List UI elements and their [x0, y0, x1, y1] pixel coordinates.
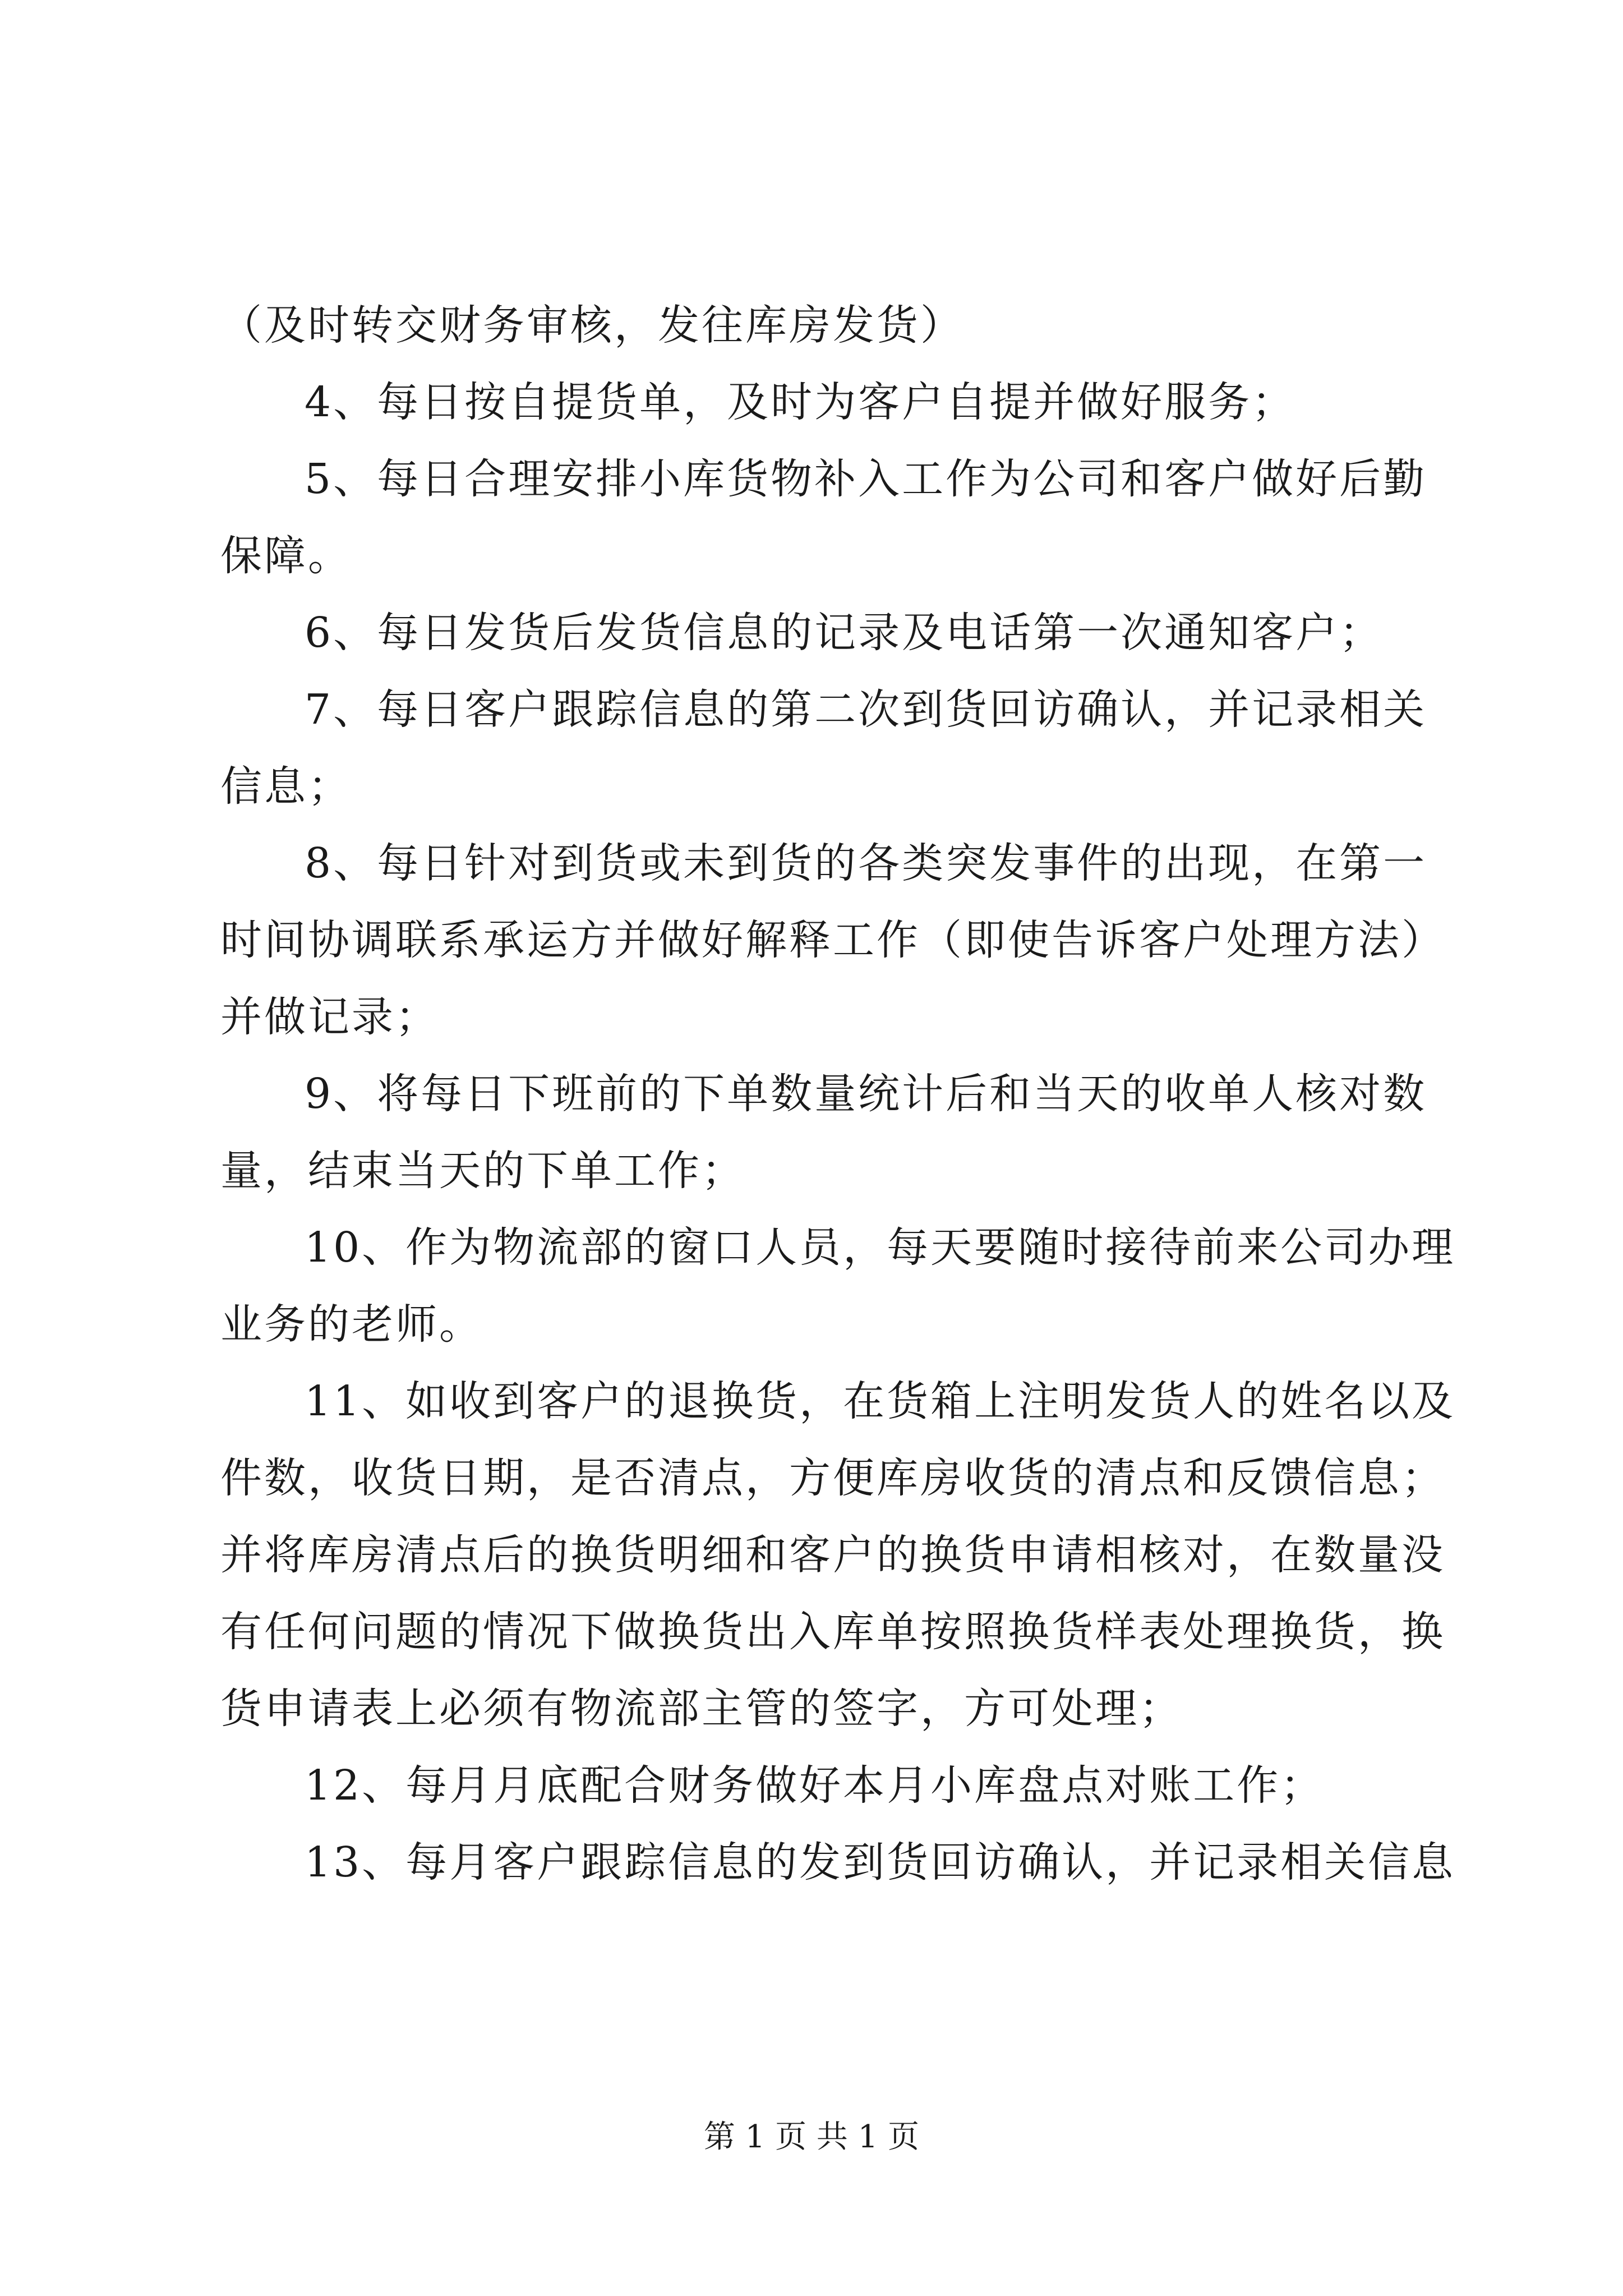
text-line: 4、每日按自提货单，及时为客户自提并做好服务； — [305, 378, 1296, 426]
text-line: 8、每日针对到货或未到货的各类突发事件的出现，在第一 — [305, 839, 1427, 887]
text-line: 5、每日合理安排小库货物补入工作为公司和客户做好后勤 — [305, 455, 1427, 503]
text-line: 货申请表上必须有物流部主管的签字，方可处理； — [220, 1685, 1183, 1733]
text-line: 11、如收到客户的退换货，在货箱上注明发货人的姓名以及 — [305, 1377, 1456, 1425]
text-line: 7、每日客户跟踪信息的第二次到货回访确认，并记录相关 — [305, 685, 1427, 734]
text-line: 量，结束当天的下单工作； — [220, 1147, 745, 1195]
text-line: 业务的老师。 — [220, 1300, 483, 1349]
text-line: 件数，收货日期，是否清点，方便库房收货的清点和反馈信息； — [220, 1454, 1445, 1502]
text-line: 9、将每日下班前的下单数量统计后和当天的收单人核对数 — [305, 1070, 1427, 1118]
text-line: 并做记录； — [220, 993, 439, 1041]
text-line: 12、每月月底配合财务做好本月小库盘点对账工作； — [305, 1761, 1325, 1810]
text-line: 保障。 — [220, 532, 352, 580]
text-line: （及时转交财务审核，发往库房发货） — [220, 301, 964, 349]
text-line: 信息； — [220, 762, 352, 811]
text-line: 并将库房清点后的换货明细和客户的换货申请相核对，在数量没 — [220, 1531, 1445, 1579]
text-line: 13、每月客户跟踪信息的发到货回访确认，并记录相关信息 — [305, 1838, 1456, 1887]
text-line: 时间协调联系承运方并做好解释工作（即使告诉客户处理方法） — [220, 916, 1445, 964]
page-number-footer: 第 1 页 共 1 页 — [703, 2119, 920, 2155]
text-line: 有任何问题的情况下做换货出入库单按照换货样表处理换货，换 — [220, 1608, 1445, 1656]
text-line: 6、每日发货后发货信息的记录及电话第一次通知客户； — [305, 609, 1384, 657]
text-line: 10、作为物流部的窗口人员，每天要随时接待前来公司办理 — [305, 1223, 1456, 1272]
